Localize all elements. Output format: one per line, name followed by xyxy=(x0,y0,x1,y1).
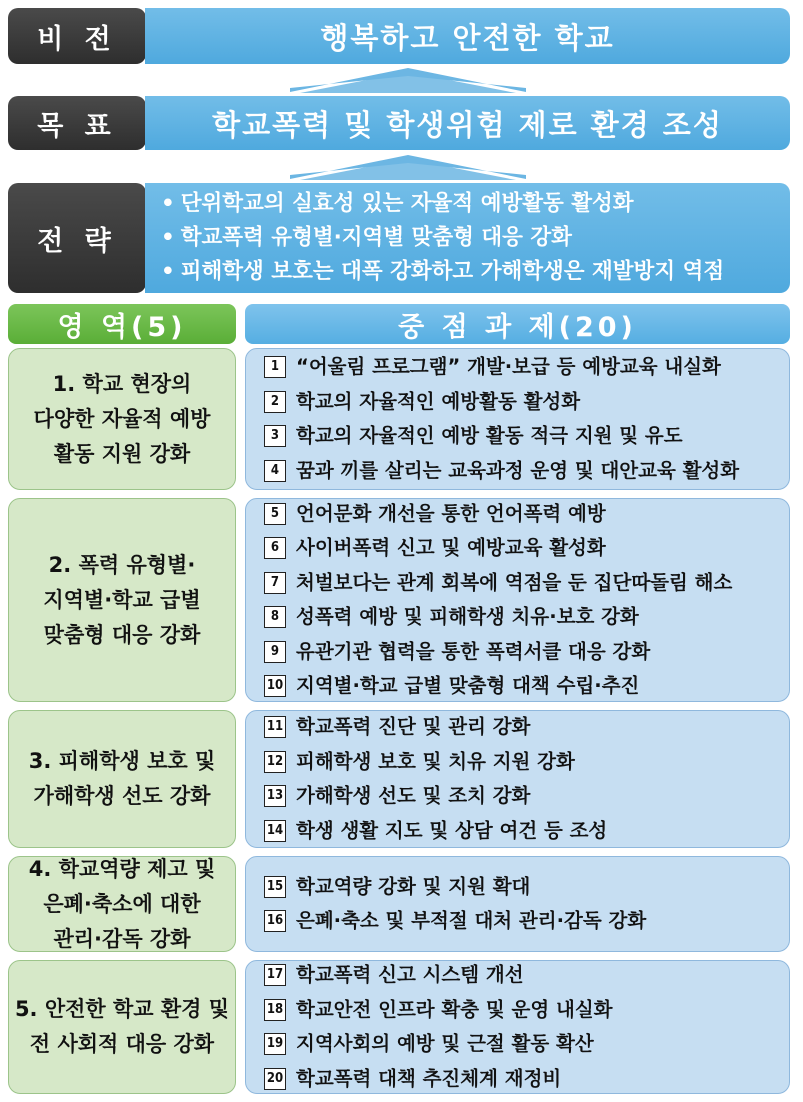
task-text: 사이버폭력 신고 및 예방교육 활성화 xyxy=(296,536,606,559)
area-1-tasks xyxy=(245,348,790,490)
task-item xyxy=(264,710,789,745)
area-4-title: 4. 학교역량 제고 및 은폐·축소에 대한 관리·감독 강화 xyxy=(8,856,236,952)
task-item xyxy=(264,814,789,849)
strategy-row xyxy=(8,183,790,293)
up-arrow-icon xyxy=(290,66,526,94)
task-text: 은폐·축소 및 부적절 대처 관리·감독 강화 xyxy=(296,909,647,932)
bullet-icon: • xyxy=(161,191,175,216)
task-number: 11 xyxy=(264,716,286,738)
task-text: 꿈과 끼를 살리는 교육과정 운영 및 대안교육 활성화 xyxy=(296,458,740,482)
tasks-header: 중 점 과 제(20) xyxy=(245,304,790,344)
task-item xyxy=(264,870,789,905)
bullet-icon: • xyxy=(161,225,175,250)
task-item xyxy=(264,1062,789,1097)
task-text: 학교의 자율적인 예방 활동 적극 지원 및 유도 xyxy=(296,424,683,447)
task-text: 유관기관 협력을 통한 폭력서클 대응 강화 xyxy=(296,639,651,663)
task-item xyxy=(264,635,789,670)
task-number: 10 xyxy=(264,675,286,697)
task-number: 17 xyxy=(264,964,286,986)
task-number: 20 xyxy=(264,1068,286,1090)
task-number: 5 xyxy=(264,503,286,525)
task-text: 지역별·학교 급별 맞춤형 대책 수립·추진 xyxy=(296,674,640,697)
task-item xyxy=(264,385,789,420)
task-text: 학교의 자율적인 예방활동 활성화 xyxy=(296,389,581,413)
task-number: 4 xyxy=(264,460,286,482)
task-item xyxy=(264,669,789,704)
task-number: 1 xyxy=(264,356,286,378)
task-number: 19 xyxy=(264,1033,286,1055)
task-number: 16 xyxy=(264,910,286,932)
task-text: 언어문화 개선을 통한 언어폭력 예방 xyxy=(296,501,606,525)
goal-row xyxy=(8,96,790,150)
task-text: 성폭력 예방 및 피해학생 치유·보호 강화 xyxy=(296,605,639,628)
area-3-title: 3. 피해학생 보호 및 가해학생 선도 강화 xyxy=(8,710,236,848)
area-header: 영 역(5) xyxy=(8,304,236,344)
strategy-item xyxy=(161,257,724,287)
task-text: 학교폭력 진단 및 관리 강화 xyxy=(296,715,531,738)
task-item xyxy=(264,958,789,993)
task-text: 학생 생활 지도 및 상담 여건 등 조성 xyxy=(296,818,608,842)
task-item xyxy=(264,1027,789,1062)
vision-label: 비 전 xyxy=(8,8,146,64)
task-text: 학교역량 강화 및 지원 확대 xyxy=(296,874,531,898)
task-text: 피해학생 보호 및 치유 지원 강화 xyxy=(296,749,575,773)
area-5-title: 5. 안전한 학교 환경 및 전 사회적 대응 강화 xyxy=(8,960,236,1094)
strategy-item-text: 학교폭력 유형별·지역별 맞춤형 대응 강화 xyxy=(180,225,572,250)
area-5-tasks xyxy=(245,960,790,1094)
task-number: 8 xyxy=(264,606,286,628)
task-number: 13 xyxy=(264,785,286,807)
vision-text: 행복하고 안전한 학교 xyxy=(145,8,790,64)
goal-text: 학교폭력 및 학생위험 제로 환경 조성 xyxy=(145,96,790,150)
task-number: 14 xyxy=(264,820,286,842)
task-text: 학교안전 인프라 확충 및 운영 내실화 xyxy=(296,997,613,1021)
task-text: 학교폭력 신고 시스템 개선 xyxy=(296,963,524,986)
task-text: 처벌보다는 관계 회복에 역점을 둔 집단따돌림 해소 xyxy=(296,570,733,594)
task-item xyxy=(264,904,789,939)
area-3-tasks xyxy=(245,710,790,848)
task-text: “어울림 프로그램” 개발·보급 등 예방교육 내실화 xyxy=(296,355,721,378)
task-item xyxy=(264,531,789,566)
strategy-item-text: 단위학교의 실효성 있는 자율적 예방활동 활성화 xyxy=(180,191,634,216)
strategy-item xyxy=(161,189,634,219)
task-text: 가해학생 선도 및 조치 강화 xyxy=(296,784,531,807)
vision-row xyxy=(8,8,790,64)
strategy-item-text: 피해학생 보호는 대폭 강화하고 가해학생은 재발방지 역점 xyxy=(180,259,725,284)
task-item xyxy=(264,350,789,385)
task-number: 3 xyxy=(264,425,286,447)
task-item xyxy=(264,993,789,1028)
task-number: 7 xyxy=(264,572,286,594)
area-4-tasks xyxy=(245,856,790,952)
task-item xyxy=(264,454,789,489)
task-number: 6 xyxy=(264,537,286,559)
task-number: 2 xyxy=(264,391,286,413)
task-item xyxy=(264,497,789,532)
task-number: 12 xyxy=(264,751,286,773)
task-item xyxy=(264,779,789,814)
goal-label: 목 표 xyxy=(8,96,146,150)
task-number: 15 xyxy=(264,876,286,898)
strategy-item xyxy=(161,223,572,253)
bullet-icon: • xyxy=(161,259,175,284)
area-2-title: 2. 폭력 유형별· 지역별·학교 급별 맞춤형 대응 강화 xyxy=(8,498,236,702)
up-arrow-icon xyxy=(290,153,526,181)
task-item xyxy=(264,600,789,635)
strategy-list xyxy=(145,183,790,293)
task-item xyxy=(264,566,789,601)
task-text: 학교폭력 대책 추진체계 재정비 xyxy=(296,1066,562,1090)
task-item xyxy=(264,745,789,780)
area-1-title: 1. 학교 현장의 다양한 자율적 예방 활동 지원 강화 xyxy=(8,348,236,490)
task-text: 지역사회의 예방 및 근절 활동 확산 xyxy=(296,1032,594,1055)
area-2-tasks xyxy=(245,498,790,702)
task-number: 9 xyxy=(264,641,286,663)
task-number: 18 xyxy=(264,999,286,1021)
strategy-label: 전 략 xyxy=(8,183,146,293)
task-item xyxy=(264,419,789,454)
